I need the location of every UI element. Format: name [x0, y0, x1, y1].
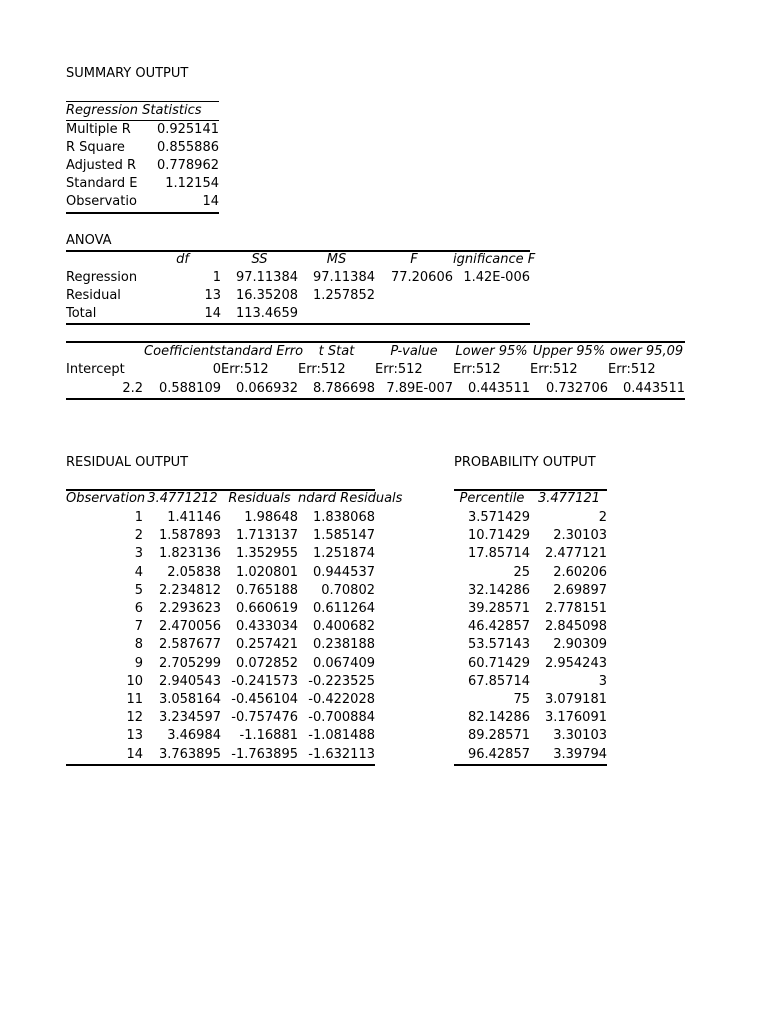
observation-number: 6 — [134, 601, 143, 616]
probability-row — [454, 636, 607, 654]
residual-value: 3.058164 — [158, 692, 221, 707]
probability-row — [454, 709, 607, 727]
percentile-value: 89.28571 — [467, 728, 530, 744]
anova-header-cell: df — [176, 252, 189, 267]
coefficients-header-cell: Upper 95% — [532, 344, 606, 359]
residual-row — [66, 746, 375, 764]
residual-value: -1.081488 — [308, 728, 375, 744]
residual-row — [66, 655, 375, 673]
anova-value: 1 — [212, 270, 221, 285]
residual-value: 2.470056 — [158, 619, 221, 635]
residual-row — [66, 673, 375, 691]
percentile-value: 25 — [513, 564, 530, 580]
residual-value: 2.234812 — [158, 582, 221, 598]
regression-statistics-row — [66, 175, 219, 193]
coefficients-value: 0.588109 — [158, 381, 221, 396]
residual-value: -0.456104 — [231, 692, 298, 707]
residual-value: 3.46984 — [167, 728, 221, 744]
residual-value: 1.713137 — [235, 528, 298, 544]
residual-value: 0.70802 — [321, 582, 375, 598]
residual-output-table — [66, 489, 403, 767]
coefficients-header-cell: t Stat — [318, 344, 355, 359]
coefficients-value: Err:512 — [375, 362, 423, 377]
anova-value: 1.257852 — [312, 288, 375, 303]
residual-value: 0.611264 — [312, 601, 375, 616]
residual-row — [66, 709, 375, 727]
residual-value: 1.41146 — [167, 510, 221, 525]
residual-value: -1.763895 — [231, 746, 298, 762]
statistic-label: Multiple R — [66, 122, 131, 137]
coefficients-value: 0.066932 — [235, 381, 298, 396]
observation-number: 10 — [126, 673, 143, 689]
residual-value: 2.940543 — [158, 673, 221, 689]
residual-value: 0.433034 — [235, 619, 298, 635]
coefficients-header-cell: P-value — [390, 344, 438, 359]
coefficients-value: Err:512 — [453, 362, 501, 377]
percentile-value: 53.57143 — [467, 637, 530, 653]
probability-value: 2 — [598, 510, 607, 525]
residual-value: -0.223525 — [308, 673, 375, 689]
anova-header-cell — [66, 251, 143, 269]
anova-value: 14 — [204, 306, 221, 321]
residual-value: 0.400682 — [312, 619, 375, 635]
observation-number: 12 — [126, 710, 143, 726]
residual-value: 3.234597 — [158, 710, 221, 726]
probability-value: 2.60206 — [553, 564, 607, 580]
anova-row-label: Total — [66, 306, 97, 321]
probability-row — [454, 545, 607, 563]
percentile-value: 67.85714 — [467, 673, 530, 689]
anova-value: 97.11384 — [235, 270, 298, 285]
percentile-value: 75 — [513, 692, 530, 707]
coefficients-value: Err:512 — [608, 362, 656, 377]
percentile-value: 10.71429 — [467, 528, 530, 544]
anova-value: 97.11384 — [312, 270, 375, 285]
anova-row — [66, 305, 530, 323]
anova-value — [453, 287, 530, 305]
probability-row — [454, 655, 607, 673]
residual-value: 0.257421 — [235, 637, 298, 653]
coefficients-header-cell: Lower 95% — [455, 344, 528, 359]
observation-number: 3 — [134, 546, 143, 562]
coefficients-value: Err:512 — [530, 362, 578, 377]
regression-statistics-table — [66, 101, 219, 215]
probability-output-table — [454, 489, 607, 767]
anova-value — [298, 305, 375, 323]
coefficients-value: Err:512 — [298, 362, 346, 377]
coefficients-row — [66, 361, 685, 379]
coefficients-row-label: 2.2 — [122, 381, 143, 396]
anova-value: 1.42E-006 — [463, 270, 530, 285]
coefficients-value: 0.443511 — [622, 381, 685, 396]
anova-value: 16.35208 — [235, 288, 298, 303]
probability-value: 2.954243 — [544, 655, 607, 671]
residual-value: 3.763895 — [158, 746, 221, 762]
percentile-value: 96.42857 — [467, 746, 530, 762]
residual-row — [66, 600, 375, 618]
coefficients-value: 0 — [212, 362, 221, 377]
residual-value: -0.422028 — [308, 692, 375, 707]
residual-value: 0.072852 — [235, 655, 298, 671]
residual-value: 0.660619 — [235, 601, 298, 616]
residual-value: -0.757476 — [231, 710, 298, 726]
observation-number: 11 — [126, 692, 143, 707]
anova-value — [375, 287, 453, 305]
residual-row — [66, 727, 375, 745]
regression-statistics-header-row — [66, 102, 219, 120]
statistic-value: 0.855886 — [156, 140, 219, 155]
probability-value: 2.69897 — [553, 582, 607, 598]
probability-row — [454, 673, 607, 691]
anova-value: 13 — [204, 288, 221, 303]
percentile-value: 82.14286 — [467, 710, 530, 726]
residual-value: 1.838068 — [312, 510, 375, 525]
regression-statistics-row — [66, 157, 219, 175]
anova-header-row — [66, 251, 536, 269]
probability-value: 2.778151 — [544, 601, 607, 616]
residual-value: 1.020801 — [235, 564, 298, 580]
probability-row — [454, 618, 607, 636]
statistic-label: R Square — [66, 140, 125, 155]
residual-output-title: RESIDUAL OUTPUT — [66, 455, 189, 470]
observation-number: 1 — [134, 510, 143, 525]
anova-header-cell: SS — [251, 252, 268, 267]
observation-number: 9 — [134, 655, 143, 671]
anova-row — [66, 269, 530, 287]
residual-header-row — [66, 490, 403, 508]
residual-header-cell: Residuals — [228, 491, 291, 506]
residual-value: -1.632113 — [308, 746, 375, 762]
residual-value: 1.98648 — [244, 510, 298, 525]
residual-value: 1.352955 — [235, 546, 298, 562]
residual-row — [66, 509, 375, 527]
percentile-value: 46.42857 — [467, 619, 530, 635]
percentile-value: 60.71429 — [467, 655, 530, 671]
coefficients-row-label: Intercept — [66, 362, 125, 377]
regression-statistics-header: Regression Statistics — [66, 103, 202, 118]
probability-value: 2.845098 — [544, 619, 607, 635]
probability-row — [454, 527, 607, 545]
residual-value: 2.705299 — [158, 655, 221, 671]
coefficients-value: 0.443511 — [467, 381, 530, 396]
residual-row — [66, 618, 375, 636]
probability-row — [454, 582, 607, 600]
coefficients-value: Err:512 — [221, 362, 269, 377]
observation-number: 2 — [134, 528, 143, 544]
probability-row — [454, 746, 607, 764]
regression-statistics-row — [66, 193, 219, 211]
percentile-value: 39.28571 — [467, 601, 530, 616]
residual-value: -0.241573 — [231, 673, 298, 689]
residual-value: 2.587677 — [158, 637, 221, 653]
residual-header-cell: 3.4771212 — [147, 491, 218, 506]
anova-row-label: Residual — [66, 288, 121, 303]
probability-row — [454, 509, 607, 527]
anova-value: 113.4659 — [235, 306, 298, 321]
probability-value: 3.176091 — [544, 710, 607, 726]
probability-value: 2.30103 — [553, 528, 607, 544]
probability-value: 3.39794 — [553, 746, 607, 762]
statistic-label: Observatio — [66, 194, 137, 209]
observation-number: 13 — [126, 728, 143, 744]
residual-value: -1.16881 — [239, 728, 298, 744]
anova-row-label: Regression — [66, 270, 138, 285]
anova-row — [66, 287, 530, 305]
anova-header-cell: MS — [326, 252, 347, 267]
observation-number: 7 — [134, 619, 143, 635]
coefficients-value: 0.732706 — [545, 381, 608, 396]
statistic-value: 14 — [202, 194, 219, 209]
anova-title: ANOVA — [66, 233, 112, 248]
anova-value — [453, 305, 530, 323]
percentile-value: 3.571429 — [467, 510, 530, 525]
anova-header-cell: ignificance F — [453, 252, 536, 267]
probability-row — [454, 691, 607, 709]
residual-value: 0.067409 — [312, 655, 375, 671]
statistic-value: 1.12154 — [165, 176, 219, 191]
residual-value: 2.293623 — [158, 601, 221, 616]
probability-row — [454, 727, 607, 745]
coefficients-header-cell: ower 95,09 — [609, 344, 684, 359]
observation-number: 14 — [126, 746, 143, 762]
summary-output-title: SUMMARY OUTPUT — [66, 66, 189, 81]
residual-header-cell: ndard Residuals — [298, 491, 403, 506]
regression-statistics-row — [66, 139, 219, 157]
residual-row — [66, 527, 375, 545]
residual-row — [66, 545, 375, 563]
residual-value: 0.238188 — [312, 637, 375, 653]
observation-number: 8 — [134, 637, 143, 653]
probability-value: 3 — [598, 673, 607, 689]
observation-number: 5 — [134, 582, 143, 598]
residual-value: 1.585147 — [312, 528, 375, 544]
probability-value: 2.90309 — [553, 637, 607, 653]
probability-row — [454, 600, 607, 618]
regression-statistics-row — [66, 121, 219, 139]
residual-value: 1.251874 — [312, 546, 375, 562]
anova-value: 77.20606 — [390, 270, 453, 285]
coefficients-header-cell — [66, 343, 143, 361]
probability-value: 3.079181 — [544, 692, 607, 707]
statistic-value: 0.778962 — [156, 158, 219, 173]
residual-value: 2.05838 — [167, 564, 221, 580]
probability-header-row — [454, 490, 607, 508]
residual-value: 0.765188 — [235, 582, 298, 598]
probability-header-cell: Percentile — [459, 491, 525, 506]
residual-row — [66, 564, 375, 582]
probability-value: 2.477121 — [544, 546, 607, 562]
coefficients-row — [66, 380, 685, 398]
residual-value: 1.823136 — [158, 546, 221, 562]
coefficients-value: 7.89E-007 — [386, 381, 453, 396]
residual-value: 0.944537 — [312, 564, 375, 580]
residual-header-cell: Observation — [66, 491, 146, 506]
coefficients-table — [66, 341, 685, 401]
residual-row — [66, 691, 375, 709]
probability-row — [454, 564, 607, 582]
coefficients-header-cell: Coefficients — [144, 344, 221, 359]
residual-value: 1.587893 — [158, 528, 221, 544]
residual-row — [66, 636, 375, 654]
coefficients-header-cell: tandard Erro — [221, 344, 304, 359]
residual-row — [66, 582, 375, 600]
statistic-label: Adjusted R — [66, 158, 137, 173]
probability-value: 3.30103 — [553, 728, 607, 744]
residual-value: -0.700884 — [308, 710, 375, 726]
percentile-value: 17.85714 — [467, 546, 530, 562]
anova-value — [375, 305, 453, 323]
probability-output-title: PROBABILITY OUTPUT — [454, 455, 596, 470]
anova-table — [66, 250, 536, 326]
coefficients-value: 8.786698 — [312, 381, 375, 396]
coefficients-header-row — [66, 343, 685, 361]
probability-header-cell: 3.477121 — [537, 491, 601, 506]
anova-header-cell: F — [410, 252, 418, 267]
statistic-value: 0.925141 — [156, 122, 219, 137]
observation-number: 4 — [134, 564, 143, 580]
percentile-value: 32.14286 — [467, 582, 530, 598]
statistic-label: Standard E — [66, 176, 138, 191]
